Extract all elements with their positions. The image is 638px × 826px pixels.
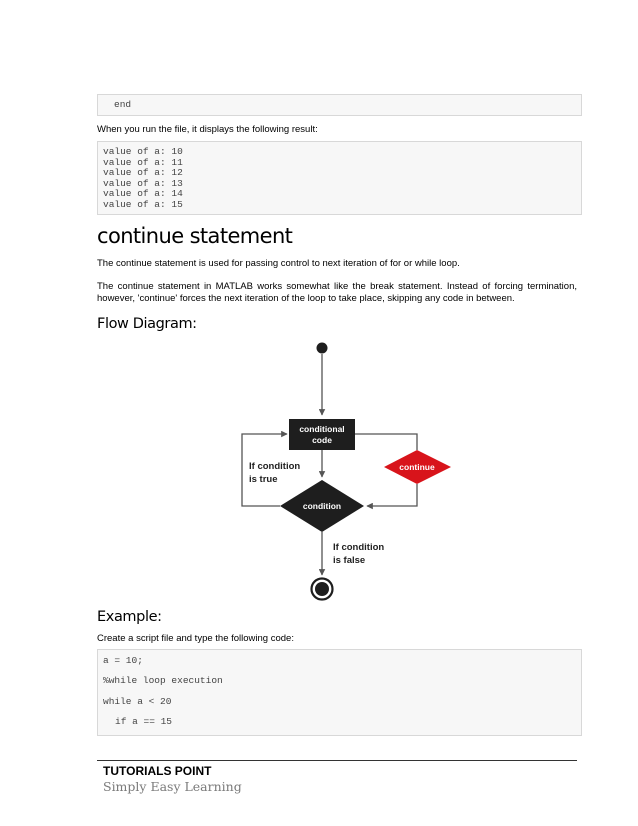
arrow-continue-to-condition <box>367 484 417 506</box>
section-title: continue statement <box>97 224 293 248</box>
code-line: while a < 20 <box>103 695 172 707</box>
conditional-code-label: code <box>312 435 332 445</box>
continue-label: continue <box>399 462 435 472</box>
continue-description: The continue statement is used for passing control to next iteration of for or while loop. <box>97 258 460 269</box>
code-line: end <box>114 99 132 110</box>
output-line: value of a: 15 <box>103 198 183 210</box>
condition-label: condition <box>302 501 342 511</box>
if-false-label: If condition <box>333 542 385 553</box>
if-false-label: is false <box>333 555 366 566</box>
footer-title: TUTORIALS POINT <box>103 764 212 778</box>
code-line: %while loop execution <box>103 675 223 687</box>
start-node <box>317 343 328 354</box>
if-true-label: is true <box>249 474 278 485</box>
if-true-label: If condition <box>249 461 301 472</box>
code-block-example <box>97 649 582 736</box>
footer-subtitle: Simply Easy Learning <box>103 779 242 794</box>
flow-diagram <box>235 337 455 607</box>
output-line: value of a: 12 <box>103 167 183 178</box>
output-line: value of a: 11 <box>103 156 183 168</box>
footer-divider <box>97 760 577 761</box>
continue-explanation: The continue statement in MATLAB works somewhat like the break statement. Instead of forcing termination, however, 'continue' forces the next iteration of the loop to take place, skipping any code in between. <box>97 281 577 304</box>
end-node-core <box>315 582 329 596</box>
conditional-code-label: conditional <box>299 424 345 434</box>
arrow-to-continue <box>355 434 417 450</box>
example-instruction: Create a script file and type the following code: <box>97 633 294 644</box>
flow-diagram-heading: Flow Diagram: <box>97 316 197 332</box>
output-block <box>97 141 582 215</box>
example-heading: Example: <box>97 609 162 625</box>
code-block-end <box>97 94 582 116</box>
output-line: value of a: 10 <box>103 146 183 157</box>
code-line: a = 10; <box>103 655 143 666</box>
code-line: if a == 15 <box>115 715 173 727</box>
output-line: value of a: 13 <box>103 177 183 189</box>
output-line: value of a: 14 <box>103 188 183 199</box>
run-result-text: When you run the file, it displays the following result: <box>97 124 318 135</box>
